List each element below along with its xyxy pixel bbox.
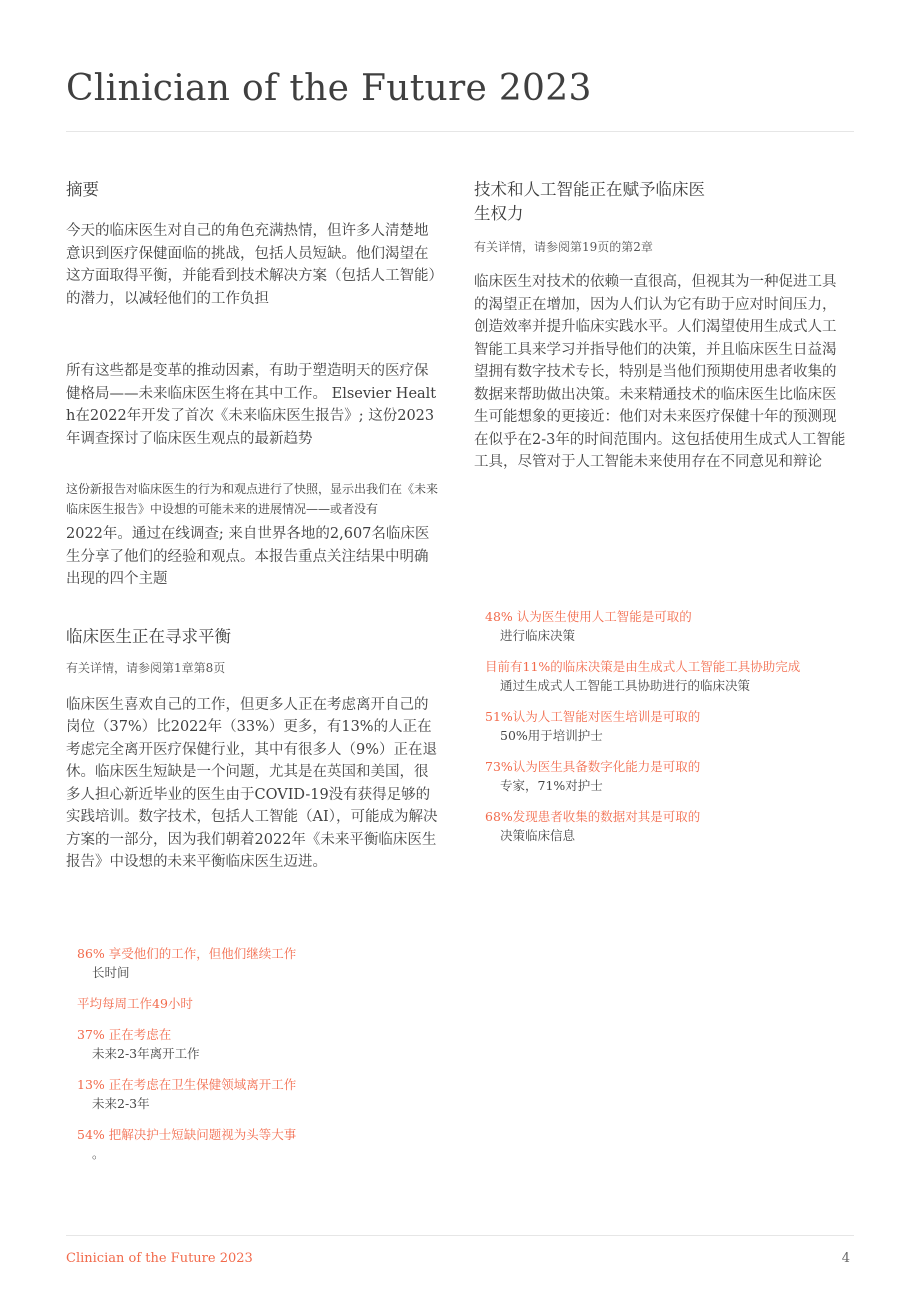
stat-highlight: 68%发现患者收集的数据对其是可取的 <box>485 809 701 824</box>
stat-highlight: 平均每周工作49小时 <box>77 996 193 1011</box>
stat-detail: 通过生成式人工智能工具协助进行的临床决策 <box>500 678 751 693</box>
left-column <box>66 178 442 874</box>
footer-title: Clinician of the Future 2023 <box>66 1251 253 1266</box>
stat-item <box>485 657 855 695</box>
stat-highlight: 37% 正在考虑在 <box>77 1027 172 1042</box>
stat-detail: 。 <box>92 1146 105 1161</box>
stat-highlight: 51%认为人工智能对医生培训是可取的 <box>485 709 701 724</box>
tech-paragraph: 临床医生对技术的依赖一直很高，但视其为一种促进工具的渴望正在增加，因为人们认为它有助于应对时间压力，创造效率并提升临床实践水平。人们渴望使用生成式人工智能工具来学习并指导他们的决策，并且临床医生日益渴望拥有数字技术专长，特别是当他们预期使用患者收集的数据来帮助做出决策。未来精通技术的临床医生比临床医生可能想象的更接近：他们对未来医疗保健十年的预测现在似乎在2-3年的时间范围内。这包括使用生成式人工智能工具，尽管对于人工智能未来使用存在不同意见和辩论 <box>474 274 846 470</box>
abstract-note: 这份新报告对临床医生的行为和观点进行了快照，显示出我们在《未来临床医生报告》中设想的可能未来的进展情况——或者没有 <box>66 482 439 516</box>
stat-detail: 未来2-3年 <box>92 1096 150 1111</box>
abstract-paragraph-3: 2022年。通过在线调查; 来自世界各地的2,607名临床医生分享了他们的经验和观点。本报告重点关注结果中明确出现的四个主题 <box>66 526 430 587</box>
stat-highlight: 目前有11%的临床决策是由生成式人工智能工具协助完成 <box>485 659 801 674</box>
tech-reference: 有关详情，请参阅第19页的第2章 <box>474 240 653 254</box>
stat-item <box>485 807 855 845</box>
stat-detail: 50%用于培训护士 <box>500 728 603 743</box>
stat-item <box>485 707 855 745</box>
stat-detail: 长时间 <box>92 965 130 980</box>
abstract-paragraph-2: 所有这些都是变革的推动因素，有助于塑造明天的医疗保健格局——未来临床医生将在其中工作。 Elsevier Health在2022年开发了首次《未来临床医生报告》; 这份2023年调查探讨了临床医生观点的最新趋势 <box>66 363 437 447</box>
stat-item <box>485 607 855 645</box>
stat-item <box>77 1025 447 1063</box>
page-title: Clinician of the Future 2023 <box>66 68 592 109</box>
abstract-heading: 摘要 <box>66 180 99 199</box>
tech-heading: 技术和人工智能正在赋予临床医生权力 <box>474 180 705 223</box>
balance-heading: 临床医生正在寻求平衡 <box>66 626 231 646</box>
abstract-paragraph-1: 今天的临床医生对自己的角色充满热情，但许多人清楚地意识到医疗保健面临的挑战，包括人员短缺。他们渴望在这方面取得平衡，并能看到技术解决方案（包括人工智能）的潜力，以减轻他们的工作负担 <box>66 223 436 307</box>
stat-highlight: 48% 认为医生使用人工智能是可取的 <box>485 609 692 624</box>
stat-item <box>77 994 447 1013</box>
bottom-divider <box>66 1235 854 1236</box>
stat-highlight: 73%认为医生具备数字化能力是可取的 <box>485 759 701 774</box>
stat-detail: 进行临床决策 <box>500 628 576 643</box>
balance-reference: 有关详情，请参阅第1章第8页 <box>66 660 226 675</box>
stat-detail: 决策临床信息 <box>500 828 576 843</box>
stat-highlight: 54% 把解决护士短缺问题视为头等大事 <box>77 1127 297 1142</box>
stat-item <box>77 944 447 982</box>
balance-paragraph: 临床医生喜欢自己的工作，但更多人正在考虑离开自己的岗位（37%）比2022年（33%）更多，有13%的人正在考虑完全离开医疗保健行业，其中有很多人（9%）正在退休。临床医生短缺是一个问题，尤其是在英国和美国，很多人担心新近毕业的医生由于COVID-19没有获得足够的实践培训。数字技术，包括人工智能（AI），可能成为解决方案的一部分，因为我们朝着2022年《未来平衡临床医生报告》中设想的未来平衡临床医生迈进。 <box>66 696 438 870</box>
stat-item <box>77 1075 447 1113</box>
stat-item <box>77 1125 447 1163</box>
left-stats <box>77 944 447 1175</box>
stat-item <box>485 757 855 795</box>
right-stats <box>485 607 855 857</box>
stat-highlight: 86% 享受他们的工作，但他们继续工作 <box>77 946 297 961</box>
right-column <box>474 178 850 474</box>
stat-detail: 未来2-3年离开工作 <box>92 1046 200 1061</box>
stat-highlight: 13% 正在考虑在卫生保健领域离开工作 <box>77 1077 297 1092</box>
stat-detail: 专家，71%对护士 <box>500 778 603 793</box>
top-divider <box>66 131 854 132</box>
page-number: 4 <box>841 1251 850 1266</box>
